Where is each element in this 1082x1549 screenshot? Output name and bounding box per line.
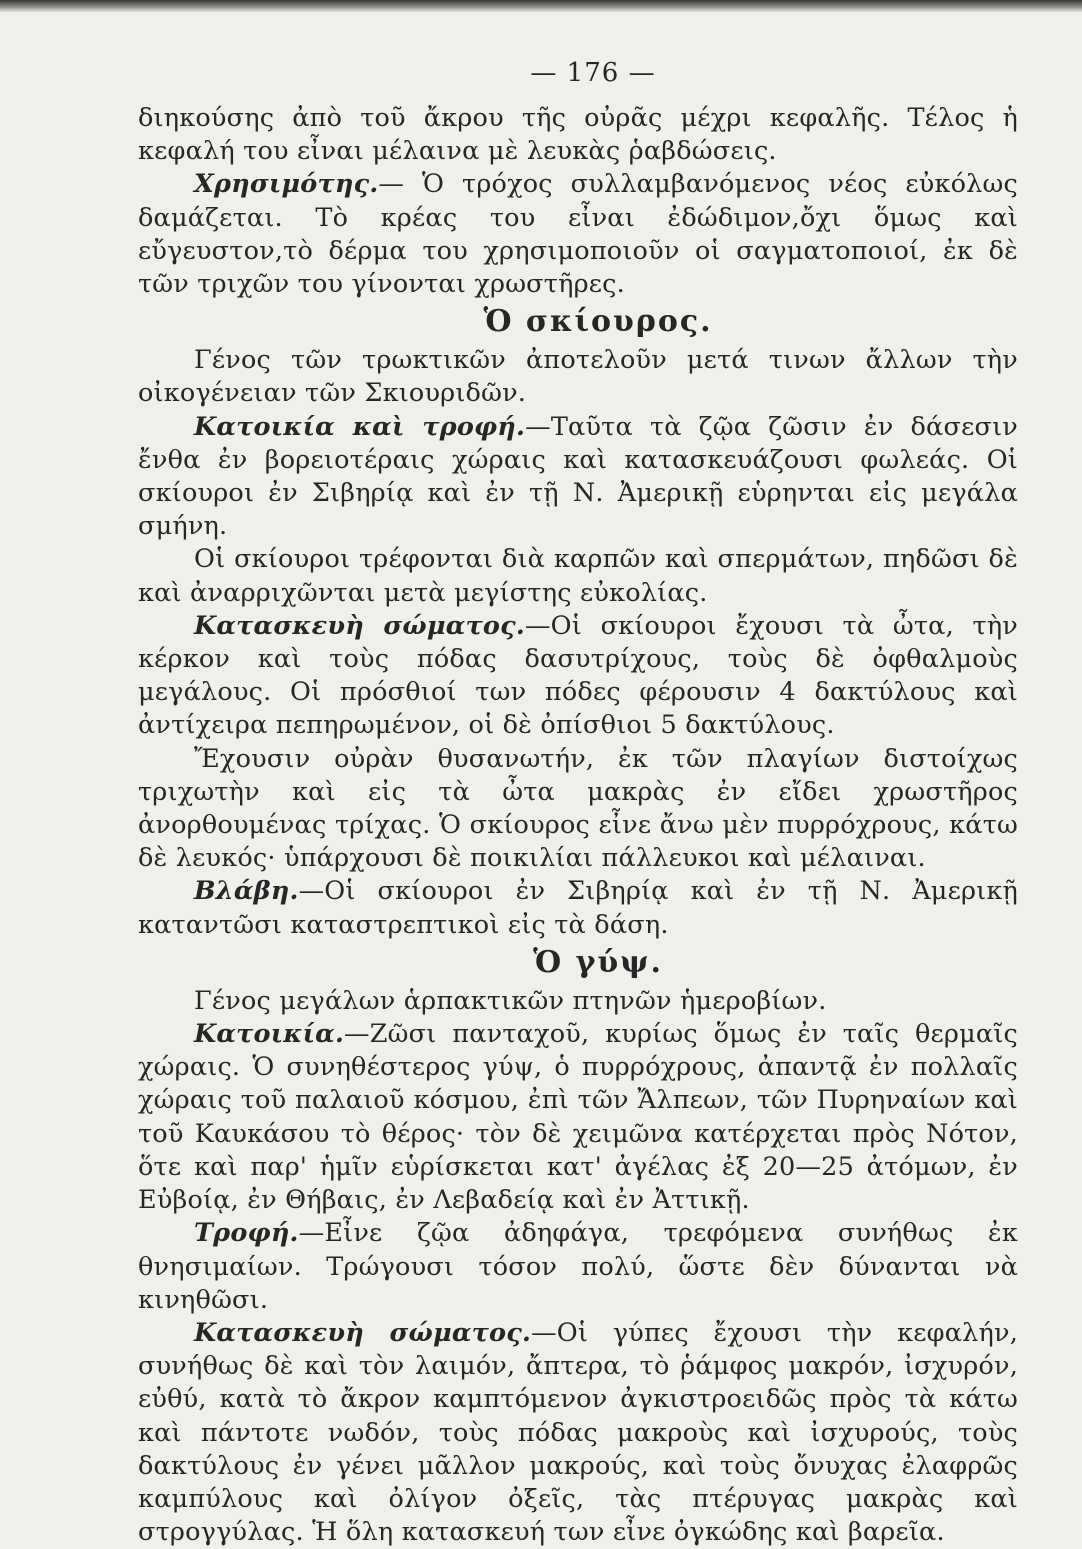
paragraph-vulture-food <box>138 1217 1018 1317</box>
paragraph-vulture-food-text: —Εἶνε ζῷα ἀδηφάγα, τρεφόμενα συνήθως ἐκ θνησιμαίων. Τρώγουσι τόσον πολύ, ὥστε δὲν δύνανται νὰ κινηθῶσι. <box>138 1218 1018 1315</box>
heading-squirrel: Ὁ σκίουρος. <box>483 304 713 340</box>
book-page <box>138 58 1018 1549</box>
section-label-vulture-food: Τροφή. <box>194 1218 299 1249</box>
section-label-harm: Βλάβη. <box>194 876 299 907</box>
section-label-habitat: Κατοικία καὶ τροφή. <box>194 411 526 442</box>
paragraph-continuation: διηκούσης ἀπὸ τοῦ ἄκρου τῆς οὐρᾶς μέχρι κεφαλῆς. Τέλος ἡ κεφαλή του εἶναι μέλαινα μὲ λευκὰς ῥαβδώσεις. <box>138 103 1018 167</box>
paragraph-squirrel-harm <box>138 875 1018 941</box>
section-label-usefulness: Χρησιμότης. <box>194 169 379 200</box>
heading-vulture: Ὁ γύψ. <box>533 944 663 980</box>
section-label-body: Κατασκευὴ σώματος. <box>194 610 525 641</box>
page-number: — 176 — <box>530 58 656 88</box>
paragraph-vulture-genus: Γένος μεγάλων ἁρπακτικῶν πτηνῶν ἡμεροβίων. <box>194 985 827 1016</box>
paragraph-squirrel-habitat-text: —Ταῦτα τὰ ζῷα ζῶσιν ἐν δάσεσιν ἔνθα ἐν βορειοτέραις χώραις καὶ κατασκευάζουσι φωλεάς. Οἱ σκίουροι ἐν Σιβηρίᾳ καὶ ἐν τῇ Ν. Ἀμερικῇ εὑρηνται εἰς μεγάλα σμήνη. <box>138 411 1018 542</box>
paragraph-usefulness <box>138 168 1018 301</box>
paragraph-vulture-body-text: —Οἱ γύπες ἔχουσι τὴν κεφαλήν, συνήθως δὲ καὶ τὸν λαιμόν, ἄπτερα, τὸ ῥάμφος μακρόν, ἰσχυρόν, εὐθύ, κατὰ τὸ ἄκρον καμπτόμενον ἀγκιστροειδῶς πρὸς τὰ κάτω καὶ πάντοτε νωδόν, τοὺς πόδας μακροὺς καὶ ἰσχυρούς, τοὺς δακτύλους ἐν γένει μᾶλλον μακρούς, καὶ τοὺς ὄνυχας ἐλαφρῶς καμπύλους καὶ ὀλίγον ὀξεῖς, τὰς πτέρυγας μακρὰς καὶ στρογγύλας. Ἡ ὅλη κατασκευή των εἶνε ὀγκώδης καὶ βαρεῖα. <box>138 1317 1018 1548</box>
paragraph-squirrel-genus: Γένος τῶν τρωκτικῶν ἀποτελοῦν μετά τινων ἄλλων τὴν οἰκογένειαν τῶν Σκιουριδῶν. <box>138 345 1018 409</box>
paragraph-vulture-habitat <box>138 1018 1018 1217</box>
paragraph-squirrel-harm-text: —Οἱ σκίουροι ἐν Σιβηρίᾳ καὶ ἐν τῇ Ν. Ἀμερικῇ καταντῶσι καταστρεπτικοὶ εἰς τὰ δάση. <box>138 876 1018 940</box>
paragraph-squirrel-body-text: —Οἱ σκίουροι ἔχουσι τὰ ὦτα, τὴν κέρκον καὶ τοὺς πόδας δασυτρίχους, τοὺς δὲ ὀφθαλμοὺς μεγάλους. Οἱ πρόσθιοί των πόδες φέρουσιν 4 δακτύλους καὶ ἀντίχειρα πεπηρωμένον, οἱ δὲ ὀπίσθιοι 5 δακτύλους. <box>138 610 1018 741</box>
paragraph-squirrel-habitat <box>138 411 1018 544</box>
paragraph-vulture-body <box>138 1317 1018 1549</box>
paragraph-squirrel-food: Οἱ σκίουροι τρέφονται διὰ καρπῶν καὶ σπερμάτων, πηδῶσι δὲ καὶ ἀναρριχῶνται μετὰ μεγίστης εὐκολίας. <box>138 544 1018 608</box>
paragraph-usefulness-text: — Ὁ τρόχος συλλαμβανόμενος νέος εὐκόλως δαμάζεται. Τὸ κρέας του εἶναι ἐδώδιμον,ὄχι ὅμως καὶ εὔγευστον,τὸ δέρμα του χρησιμοποιοῦν οἱ σαγματοποιοί, ἐκ δὲ τῶν τριχῶν του γίνονται χρωστῆρες. <box>138 169 1018 300</box>
paragraph-squirrel-body <box>138 610 1018 743</box>
scan-top-edge <box>0 0 1082 12</box>
paragraph-squirrel-tail: Ἔχουσιν οὐρὰν θυσανωτήν, ἐκ τῶν πλαγίων διστοίχως τριχωτὴν καὶ εἰς τὰ ὦτα μακρὰς ἐν εἴδει χρωστῆρος ἀνορθουμένας τρίχας. Ὁ σκίουρος εἶνε ἄνω μὲν πυρρόχρους, κάτω δὲ λευκός· ὑπάρχουσι δὲ ποικιλίαι πάλλευκοι καὶ μέλαιναι. <box>138 743 1018 874</box>
section-label-vulture-habitat: Κατοικία. <box>194 1019 345 1050</box>
paragraph-vulture-habitat-text: —Ζῶσι πανταχοῦ, κυρίως ὅμως ἐν ταῖς θερμαῖς χώραις. Ὁ συνηθέστερος γύψ, ὁ πυρρόχρους, ἀπαντᾷ ἐν πολλαῖς χώραις τοῦ παλαιοῦ κόσμου, ἐπὶ τῶν Ἄλπεων, τῶν Πυρηναίων καὶ τοῦ Καυκάσου τὸ θέρος· τὸν δὲ χειμῶνα κατέρχεται πρὸς Νότον, ὅτε καὶ παρ' ἡμῖν εὑρίσκεται κατ' ἀγέλας ἐξ 20—25 ἀτόμων, ἐν Εὐβοίᾳ, ἐν Θήβαις, ἐν Λεβαδείᾳ καὶ ἐν Ἀττικῇ. <box>138 1019 1018 1216</box>
section-label-vulture-body: Κατασκευὴ σώματος. <box>194 1317 532 1348</box>
